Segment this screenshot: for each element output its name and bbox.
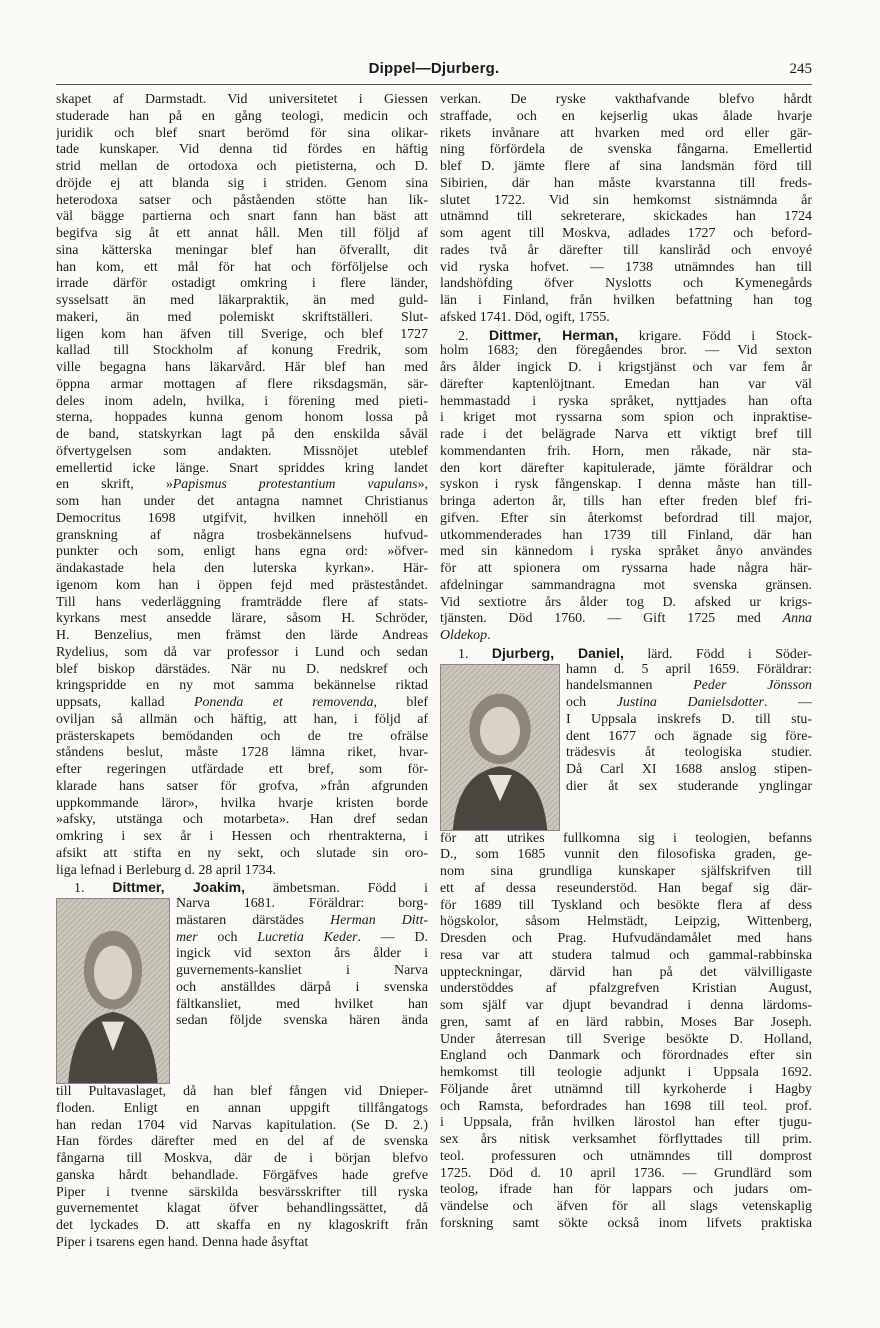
text-segment: och Ramsta, befordrades han 1698 till teol. prof. (440, 1098, 812, 1114)
text-segment: makeri, än med polemiskt skriftställeri. Slut- (56, 309, 428, 325)
text-line (56, 477, 428, 494)
entry-number: 1. (74, 881, 85, 896)
portrait-block (56, 896, 428, 1084)
text-segment: straffade, och en kejserlig ukas ålade hvarje (440, 108, 812, 124)
text-line (56, 193, 428, 210)
text-segment: skapet af Darmstadt. Vid universitetet i Giessen (56, 92, 428, 107)
text-line (56, 494, 428, 511)
text-line (56, 796, 428, 813)
text-line (176, 913, 428, 930)
text-segment: en skrift, » (56, 477, 173, 493)
text-line (56, 561, 428, 578)
text-line (56, 327, 428, 344)
text-line (176, 980, 428, 997)
text-segment: uppteckningar, därvid han på det välvilligaste (440, 964, 812, 980)
text-line (440, 276, 812, 293)
text-line (56, 176, 428, 193)
text-line (440, 427, 812, 444)
text-line (566, 762, 812, 779)
text-line (440, 92, 812, 109)
text-line (176, 930, 428, 947)
text-line (56, 343, 428, 360)
text-line (440, 1032, 812, 1049)
text-line (440, 461, 812, 478)
text-segment: juridik och blef snart berömd för sina olikar- (56, 125, 428, 141)
text-line (440, 1216, 812, 1233)
text-segment: för att spionera om ryssarna hade några här- (440, 561, 812, 576)
text-segment: »afsky, utstänga och motarbeta». Han dref sedan (56, 812, 428, 828)
text-line (440, 611, 812, 628)
text-segment: teol. professuren och utnämndes till domprost (440, 1148, 812, 1164)
text-line (176, 1013, 428, 1030)
text-segment: tjänsten. Död 1760. — Gift 1725 med (440, 611, 783, 627)
text-line (56, 1235, 428, 1252)
work-title: Papismus protestantium vapulans (172, 477, 418, 493)
text-line (440, 394, 812, 411)
text-line (56, 578, 428, 595)
text-line (56, 1185, 428, 1202)
text-line (440, 981, 812, 998)
text-line (56, 762, 428, 779)
entry-heading (56, 879, 428, 896)
text-segment: i Uppsala, från hvilken lärostol han efter tjugu- (440, 1115, 812, 1131)
text-segment: understöddes af pfalzgrefven Kristian August, (440, 981, 812, 997)
text-segment: som han under det antagna namnet Christianus (56, 494, 428, 509)
text-segment: Han fördes därefter med en del af de svenska (56, 1134, 428, 1150)
text-line (440, 528, 812, 545)
text-line (440, 1082, 812, 1099)
text-line (56, 310, 428, 327)
text-segment: det lyckades D. att skaffa en ny klagoskrift från (56, 1218, 428, 1233)
text-line (440, 948, 812, 965)
text-segment: prästerskapets bemödanden och de tre ofrälse (56, 728, 428, 744)
text-line (440, 159, 812, 176)
text-line (566, 678, 812, 695)
text-segment: i kriget mot ryssarna som spion och inpraktise- (440, 410, 812, 426)
text-segment: gren, samt af en lärd rabbin, Moses Bar Joseph. (440, 1014, 812, 1030)
text-segment: rikets invånare att hvarken med ord eller gär- (440, 125, 812, 141)
text-segment: teolog, ifrade han för lappars och judars om- (440, 1182, 812, 1198)
person-name: Oldekop (440, 628, 488, 643)
portrait-side-text (176, 896, 428, 1084)
text-line (440, 1199, 812, 1216)
text-line (440, 126, 812, 143)
text-line (56, 645, 428, 662)
text-segment: rades två år därefter till kansliråd och envoyé (440, 242, 812, 258)
text-line (56, 1201, 428, 1218)
text-segment: resa var att studera talmud och gammal-rabbinska (440, 947, 812, 963)
text-line (440, 377, 812, 394)
entry-description: lärd. Född i Söder- (623, 646, 812, 662)
text-segment: . (487, 628, 491, 643)
text-line (440, 628, 812, 645)
text-line (440, 864, 812, 881)
text-line (440, 998, 812, 1015)
text-segment: och (566, 695, 617, 710)
text-line (440, 243, 812, 260)
text-line (440, 511, 812, 528)
text-line (56, 461, 428, 478)
text-line (56, 846, 428, 863)
text-line (440, 1132, 812, 1149)
person-name: Peder Jönsson (693, 678, 812, 694)
text-line (440, 931, 812, 948)
text-line (440, 142, 812, 159)
text-line (440, 410, 812, 427)
text-line (440, 1015, 812, 1032)
text-segment: trädesvis åt teologiska studier. (566, 745, 812, 761)
text-segment: och anställdes därpå i svenska (176, 979, 428, 995)
text-segment: dent 1677 och ägnade sig före- (566, 728, 812, 744)
person-name: mer (176, 929, 198, 945)
text-line (56, 812, 428, 829)
text-line (56, 243, 428, 260)
text-line (56, 712, 428, 729)
text-segment: som agent till Moskva, adlades 1727 och beford- (440, 226, 812, 241)
text-segment: sina kätterska meningar blef han öfverallt, dit (56, 242, 428, 258)
text-segment: ett af dessa reseunderstöd. Han begaf sig där- (440, 880, 812, 896)
page-header (56, 60, 812, 85)
text-segment: verkan. De ryske vakthafvande blefvo hårdt (440, 92, 812, 107)
text-segment: Sibirien, där han måste kvarstanna till freds- (440, 175, 812, 191)
text-segment: som själf var djupt bevandrad i denna lärdoms- (440, 998, 812, 1013)
text-segment: Piper i tvenne särskilda besvärsskrifter till ryska (56, 1184, 428, 1200)
text-segment: han redan 1704 vid Narvas kapitulation. (Se D. 2.) (56, 1117, 428, 1133)
text-segment: för att utrikes fullkomna sig i teologien, befanns (440, 830, 812, 846)
text-line (176, 896, 428, 913)
text-line (56, 863, 428, 880)
text-line (440, 360, 812, 377)
entry-name: Djurberg, Daniel, (491, 644, 624, 661)
text-segment: granskning af några trosbekännelsens hufvud- (56, 527, 428, 543)
text-segment: blef D. jämte flere af sina landsmän förd till (440, 159, 812, 174)
text-segment: hamn d. 5 april 1659. Föräldrar: (566, 661, 812, 677)
person-name: Lucretia Keder (257, 929, 358, 945)
text-line (440, 1048, 812, 1065)
text-segment: län i Finland, från hvilken befattning han tog (440, 293, 812, 308)
text-line (56, 1134, 428, 1151)
text-segment: uppkommande läror», hvilka hvarje kristen borde (56, 795, 428, 811)
text-line (566, 662, 812, 679)
text-line (56, 126, 428, 143)
text-segment: Dresden och Prag. Hufvudändamålet med hans (440, 931, 812, 946)
text-segment: nom sina grundliga kunskaper själfskrifven till (440, 864, 812, 879)
text-segment: med sin kännedom i ryska språket ånyo användes (440, 544, 812, 560)
text-segment: afdelningar sammandragna mot svenska gränsen. (440, 577, 812, 593)
text-line (440, 595, 812, 612)
text-segment: slutet 1722. Vid sin hemkomst sistnämnda år (440, 192, 812, 208)
text-segment: igenom kom han i öppen fejd med prästeståndet. (56, 577, 428, 593)
text-line (56, 394, 428, 411)
text-line (440, 209, 812, 226)
text-segment: utkommenderades han 1739 till Finland, där han (440, 527, 812, 543)
text-line (56, 427, 428, 444)
text-line (440, 193, 812, 210)
text-line (56, 829, 428, 846)
entry-description: krigare. Född i Stock- (618, 328, 812, 344)
text-segment: till Pultavaslaget, då han blef fången vid Dnieper- (56, 1084, 428, 1099)
text-line (440, 1065, 812, 1082)
person-name: Anna (782, 611, 812, 627)
text-line (440, 561, 812, 578)
text-line (56, 444, 428, 461)
text-line (176, 997, 428, 1014)
text-segment: forskning samt sökte också inom lifvets praktiska (440, 1215, 812, 1231)
text-segment: kyrkans mest ansedde lärare, såsom H. Schröder, (56, 611, 428, 627)
text-segment: ändakastade hela den luterska kyrkan». Här- (56, 561, 428, 576)
text-line (56, 611, 428, 628)
portrait-block (440, 662, 812, 831)
text-segment: Under återresan till Sverige besökte D. Holland, (440, 1031, 812, 1047)
text-segment: deles inom adeln, hvilka, i förening med pieti- (56, 393, 428, 409)
text-line (440, 260, 812, 277)
text-segment: I Uppsala inskrefs D. till stu- (566, 711, 812, 727)
person-name: Herman Ditt- (330, 912, 428, 928)
text-segment: rade i det belägrade Narva ett viktigt bref till (440, 427, 812, 442)
text-line (56, 159, 428, 176)
text-line (56, 678, 428, 695)
text-line (440, 1099, 812, 1116)
text-segment: », (417, 477, 428, 493)
text-segment: fältkansliet, med hvilket han (176, 996, 428, 1012)
text-line (56, 410, 428, 427)
text-segment: sex års nitisk verksamhet förflyttades till prim. (440, 1132, 812, 1147)
text-line (56, 662, 428, 679)
text-segment: blef biskop därstädes. När nu D. nedskref och (56, 661, 428, 677)
text-segment: , blef (373, 695, 428, 710)
text-line (440, 578, 812, 595)
text-line (440, 1115, 812, 1132)
text-line (440, 544, 812, 561)
text-line (440, 477, 812, 494)
text-segment: dier åt sex studerande ynglingar (566, 778, 812, 794)
text-line (566, 779, 812, 796)
text-line (56, 226, 428, 243)
text-line (56, 109, 428, 126)
text-line (440, 1149, 812, 1166)
text-segment: Då Carl XI 1688 anslog stipen- (566, 762, 812, 777)
text-line (56, 1118, 428, 1135)
text-segment: Till hans vederläggning framträdde flere af stats- (56, 594, 428, 610)
text-segment: Rydelius, som då var professor i Lund och sedan (56, 644, 428, 660)
text-line (440, 310, 812, 327)
text-line (56, 1218, 428, 1235)
text-line (56, 260, 428, 277)
text-line (440, 293, 812, 310)
text-segment: England och Danmark och förordnades efter sin (440, 1048, 812, 1064)
text-line (440, 1182, 812, 1199)
left-column (56, 92, 428, 1252)
text-segment: därefter kaptenlöjtnant. Emedan han var väl (440, 376, 812, 392)
running-head: Dippel—Djurberg. (368, 60, 500, 77)
right-column (440, 92, 812, 1233)
text-segment: ingick vid sexton års ålder i (176, 946, 428, 962)
entry-description: ämbetsman. Född i (245, 881, 428, 896)
text-segment: H. Benzelius, men främst den lärde Andreas (56, 628, 428, 643)
text-segment: kringspridde en ny mot samma bekännelse riktad (56, 678, 428, 694)
text-line (440, 343, 812, 360)
text-segment: vid ryska hofvet. — 1738 utnämndes han till (440, 259, 812, 275)
text-segment: Democritus 1698 utgifvit, hvilken innehöll en (56, 510, 428, 526)
text-line (176, 946, 428, 963)
text-segment: liga lefnad i Berleburg d. 28 april 1734. (56, 862, 277, 878)
text-segment: begifva sig åt ett annat håll. Men till följd af (56, 226, 428, 241)
text-segment: ganska hårdt behandlade. Förgäfves hade grefve (56, 1167, 428, 1183)
text-segment: uppsats, kallad (56, 695, 194, 710)
text-segment: mästaren därstädes (176, 912, 331, 928)
text-line (440, 847, 812, 864)
text-line (440, 881, 812, 898)
text-segment: klarade hans satser för grofva, »från afgrunden (56, 778, 428, 794)
text-line (566, 745, 812, 762)
text-segment: oviljan så allmän och häftig, att han, i följd af (56, 711, 428, 727)
text-line (440, 914, 812, 931)
text-segment: och (197, 929, 258, 945)
text-segment: högskolor, såsom Helmstädt, Leipzig, Wittenberg, (440, 914, 812, 930)
text-segment: afsked 1741. Död, ogift, 1755. (440, 309, 610, 325)
text-line (56, 360, 428, 377)
text-segment: guvernementet klagat öfver behandlingssättet, då (56, 1201, 428, 1217)
text-segment: D., som 1685 vunnit den filosofiska graden, ge- (440, 847, 812, 863)
text-line (56, 1168, 428, 1185)
text-line (56, 1101, 428, 1118)
text-segment: Piper i tsarens egen hand. Denna hade åsyftat (56, 1234, 309, 1250)
text-line (440, 1166, 812, 1183)
text-segment: studerade han på en gång teologi, medicin och (56, 108, 428, 124)
text-segment: afsikt att stifta en ny sekt, och slutade sin oro- (56, 845, 428, 861)
text-line (56, 1151, 428, 1168)
text-segment: ning förfördela de svenska fångarna. Emellertid (440, 142, 812, 158)
text-line (56, 779, 428, 796)
page-number: 245 (789, 61, 812, 77)
text-segment: sedan följde svenska hären ända (176, 1013, 428, 1029)
text-line (440, 226, 812, 243)
text-line (440, 831, 812, 848)
text-line (56, 745, 428, 762)
text-segment: han kom, ett mål för hat och förföljelse och (56, 259, 428, 275)
text-line (56, 729, 428, 746)
text-segment: den kort därefter kapitulerade, jämte föräldrar och (440, 460, 812, 476)
text-segment: Vid sextiotre års ålder tog D. afsked ur krigs- (440, 594, 812, 610)
text-line (440, 176, 812, 193)
text-segment: . — (763, 695, 812, 710)
text-line (566, 729, 812, 746)
text-line (566, 695, 812, 712)
portrait-engraving-icon (56, 898, 170, 1084)
text-line (56, 92, 428, 109)
person-name: Justina Danielsdotter (616, 695, 764, 710)
text-segment: för 1689 till Tyskland och besökte flera af dess (440, 897, 812, 913)
text-line (176, 963, 428, 980)
text-segment: syskon i rysk fångenskap. I denna måste han till- (440, 477, 812, 493)
text-line (56, 209, 428, 226)
text-segment: punkter och som, enligt hans egna ord: »öfver- (56, 544, 428, 560)
text-segment: floden. Enligt en annan uppgift tillfångatogs (56, 1100, 428, 1116)
text-line (56, 142, 428, 159)
entry-number: 2. (458, 328, 469, 344)
text-segment: strid mellan de ortodoxa och pietisterna, och D. (56, 159, 428, 174)
text-line (56, 293, 428, 310)
text-line (56, 695, 428, 712)
text-segment: Narva 1681. Föräldrar: borg- (176, 896, 428, 911)
text-segment: . — D. (357, 929, 428, 945)
entry-name: Dittmer, Herman, (489, 326, 619, 343)
entry-name: Dittmer, Joakim, (112, 879, 245, 896)
text-segment: väl bägge partierna och snart fann han bäst att (56, 209, 428, 225)
portrait-side-text (566, 662, 812, 831)
work-title: Ponenda et removenda (193, 695, 374, 710)
text-segment: öfvertygelsen som andakten. Missnöjet uteblef (56, 443, 428, 459)
text-segment: holm 1683; den föregåendes bror. — Vid sexton (440, 343, 812, 359)
text-segment: tade kunskaper. Vid denna tid fördes en häftig (56, 142, 428, 158)
text-segment: sterna, hoppades kunna genom honom lossa på (56, 410, 428, 426)
text-segment: efter regeringen utfärdade ett bref, som för- (56, 762, 428, 777)
text-segment: ville begagna hans läkarvård. Här blef han med (56, 360, 428, 375)
text-segment: heterodoxa satser och påståenden stötte han lik- (56, 192, 428, 208)
text-line (56, 628, 428, 645)
text-segment: vändelse och äfven för all slags vetenskaplig (440, 1199, 812, 1214)
text-segment: gifven. Efter sin återkomst befordrad till major, (440, 510, 812, 526)
text-line (56, 276, 428, 293)
text-line (56, 528, 428, 545)
entry-number: 1. (458, 646, 469, 662)
text-segment: dröjde ej att blanda sig i striden. Genom sina (56, 175, 428, 191)
text-segment: kallad till Stockholm af konung Fredrik, som (56, 343, 428, 359)
text-line (56, 544, 428, 561)
entry-heading (440, 645, 812, 662)
text-segment: Följande året utnämnd till kyrkoherde i Hagby (440, 1081, 812, 1097)
text-segment: irrade därför ostadigt omkring i flere länder, (56, 276, 428, 292)
text-segment: guvernements-kansliet i Narva (176, 963, 428, 978)
text-segment: omkring i sex år i Hessen och rhentrakterna, i (56, 829, 428, 844)
text-segment: bringa aderton år, tills han efter freden blef fri- (440, 494, 812, 509)
text-segment: ligen kom han äfven till Sverige, och blef 1727 (56, 326, 428, 342)
text-segment: sysselsatt än med läkarpraktik, än med guld- (56, 293, 428, 308)
text-line (440, 444, 812, 461)
text-segment: års ålder ingick D. i krigstjänst och var fem år (440, 360, 812, 375)
text-segment: fångarna till Moskva, där de i början blefvo (56, 1151, 428, 1166)
text-segment: kommendanten frih. Horn, men råkade, när sta- (440, 443, 812, 459)
text-line (56, 511, 428, 528)
text-segment: hemkomst till teologie adjunkt i Uppsala 1692. (440, 1065, 812, 1080)
text-segment: 1725. Död d. 10 april 1736. — Grundlärd som (440, 1165, 812, 1181)
text-line (56, 1084, 428, 1101)
text-line (566, 712, 812, 729)
text-line (56, 595, 428, 612)
text-line (440, 898, 812, 915)
text-segment: de band, statskyrkan lagt på den enskilda såväl (56, 427, 428, 442)
text-segment: ståndens beslut, måste 1728 lämna riket, hvar- (56, 745, 428, 761)
portrait-engraving-icon (440, 664, 560, 831)
text-line (440, 965, 812, 982)
text-segment: handelsmannen (566, 678, 694, 694)
text-line (440, 494, 812, 511)
text-segment: landshöfding öfver Nyslotts och Kymenegårds (440, 276, 812, 292)
text-line (440, 109, 812, 126)
text-line (56, 377, 428, 394)
text-segment: öppna armar mottagen af flere riksdagsmän, sär- (56, 376, 428, 392)
entry-heading (440, 327, 812, 344)
text-segment: emellertid icke länge. Snart spriddes kring landet (56, 460, 428, 476)
text-segment: hemmastadd i ryska språket, nyttjades han ofta (440, 393, 812, 409)
text-segment: utnämnd till sekreterare, skickades han 1724 (440, 209, 812, 225)
